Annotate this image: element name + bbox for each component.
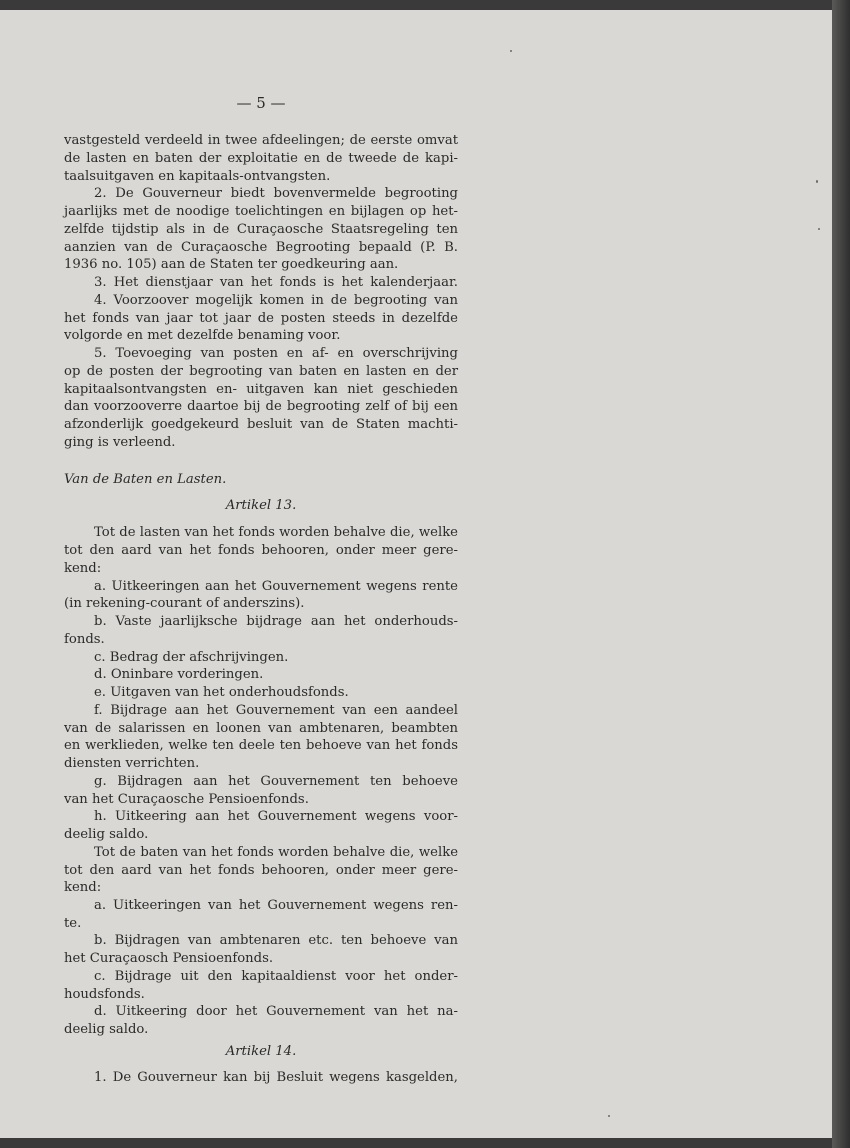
text-line: g. Bijdragen aan het Gouvernement ten behoeve xyxy=(94,774,458,789)
text-line: Tot de lasten van het fonds worden behalve die, welke xyxy=(94,525,458,540)
text-line: 3. Het dienstjaar van het fonds is het kalenderjaar. xyxy=(94,275,458,290)
text-line: te. xyxy=(64,916,82,931)
text-line: volgorde en met dezelfde benaming voor. xyxy=(64,328,341,343)
text-line: b. Vaste jaarlijksche bijdrage aan het onderhouds- xyxy=(94,614,458,629)
text-line: h. Uitkeering aan het Gouvernement wegens voor- xyxy=(94,809,458,824)
article-heading: Artikel 13. xyxy=(225,498,297,513)
text-line: kapitaalsontvangsten en- uitgaven kan niet geschieden xyxy=(64,382,458,397)
text-line: jaarlijks met de noodige toelichtingen en bijlagen op het- xyxy=(64,204,458,219)
text-line: ging is verleend. xyxy=(64,435,176,450)
text-line: 1936 no. 105) aan de Staten ter goedkeuring aan. xyxy=(64,257,399,272)
text-line: taalsuitgaven en kapitaals-ontvangsten. xyxy=(64,169,331,184)
paper-speck xyxy=(818,228,820,230)
text-line: 4. Voorzoover mogelijk komen in de begrooting van xyxy=(94,293,458,308)
text-line: deelig saldo. xyxy=(64,1022,149,1037)
article-heading: Artikel 14. xyxy=(225,1044,297,1059)
text-line: fonds. xyxy=(64,632,105,647)
text-line: 1. De Gouverneur kan bij Besluit wegens kasgelden, xyxy=(94,1070,458,1085)
text-line: a. Uitkeeringen van het Gouvernement wegens ren- xyxy=(94,898,458,913)
text-line: zelfde tijdstip als in de Curaçaosche Staatsregeling ten xyxy=(64,222,458,237)
paper-speck xyxy=(510,50,512,52)
text-line: 5. Toevoeging van posten en af- en overschrijving xyxy=(94,346,458,361)
document-page xyxy=(0,10,832,1138)
text-line: d. Uitkeering door het Gouvernement van het na- xyxy=(94,1004,458,1019)
text-line: en werklieden, welke ten deele ten behoeve van het fonds xyxy=(64,738,458,753)
text-line: het fonds van jaar tot jaar de posten steeds in dezelfde xyxy=(64,311,458,326)
section-heading: Van de Baten en Lasten. xyxy=(64,472,227,487)
text-line: het Curaçaosch Pensioenfonds. xyxy=(64,951,274,966)
text-line: kend: xyxy=(64,561,102,576)
text-line: op de posten der begrooting van baten en lasten en der xyxy=(64,364,458,379)
paper-speck xyxy=(816,180,818,183)
text-line: tot den aard van het fonds behooren, onder meer gere- xyxy=(64,543,458,558)
text-line: c. Bijdrage uit den kapitaaldienst voor het onder- xyxy=(94,969,458,984)
text-line: afzonderlijk goedgekeurd besluit van de Staten machti- xyxy=(64,417,458,432)
text-line: f. Bijdrage aan het Gouvernement van een aandeel xyxy=(94,703,458,718)
text-line: houdsfonds. xyxy=(64,987,145,1002)
text-line: dan voorzooverre daartoe bij de begrooting zelf of bij een xyxy=(64,399,458,414)
text-line: b. Bijdragen van ambtenaren etc. ten behoeve van xyxy=(94,933,458,948)
text-line: c. Bedrag der afschrijvingen. xyxy=(94,650,289,665)
page-number: — 5 — xyxy=(236,94,286,112)
text-line: diensten verrichten. xyxy=(64,756,200,771)
text-line: vastgesteld verdeeld in twee afdeelingen; de eerste omvat xyxy=(64,133,458,148)
text-line: tot den aard van het fonds behooren, onder meer gere- xyxy=(64,863,458,878)
text-line: aanzien van de Curaçaosche Begrooting bepaald (P. B. xyxy=(64,240,458,255)
text-line: de lasten en baten der exploitatie en de tweede de kapi- xyxy=(64,151,458,166)
text-line: Tot de baten van het fonds worden behalve die, welke xyxy=(94,845,458,860)
paper-speck xyxy=(608,1115,610,1117)
text-line: van de salarissen en loonen van ambtenaren, beambten xyxy=(64,721,458,736)
text-line: van het Curaçaosche Pensioenfonds. xyxy=(64,792,309,807)
text-line: d. Oninbare vorderingen. xyxy=(94,667,264,682)
text-line: 2. De Gouverneur biedt bovenvermelde begrooting xyxy=(94,186,458,201)
text-line: a. Uitkeeringen aan het Gouvernement wegens rente xyxy=(94,579,458,594)
text-line: e. Uitgaven van het onderhoudsfonds. xyxy=(94,685,349,700)
text-line: kend: xyxy=(64,880,102,895)
scan-edge xyxy=(832,0,850,1148)
text-line: deelig saldo. xyxy=(64,827,149,842)
text-line: (in rekening-courant of anderszins). xyxy=(64,596,305,611)
